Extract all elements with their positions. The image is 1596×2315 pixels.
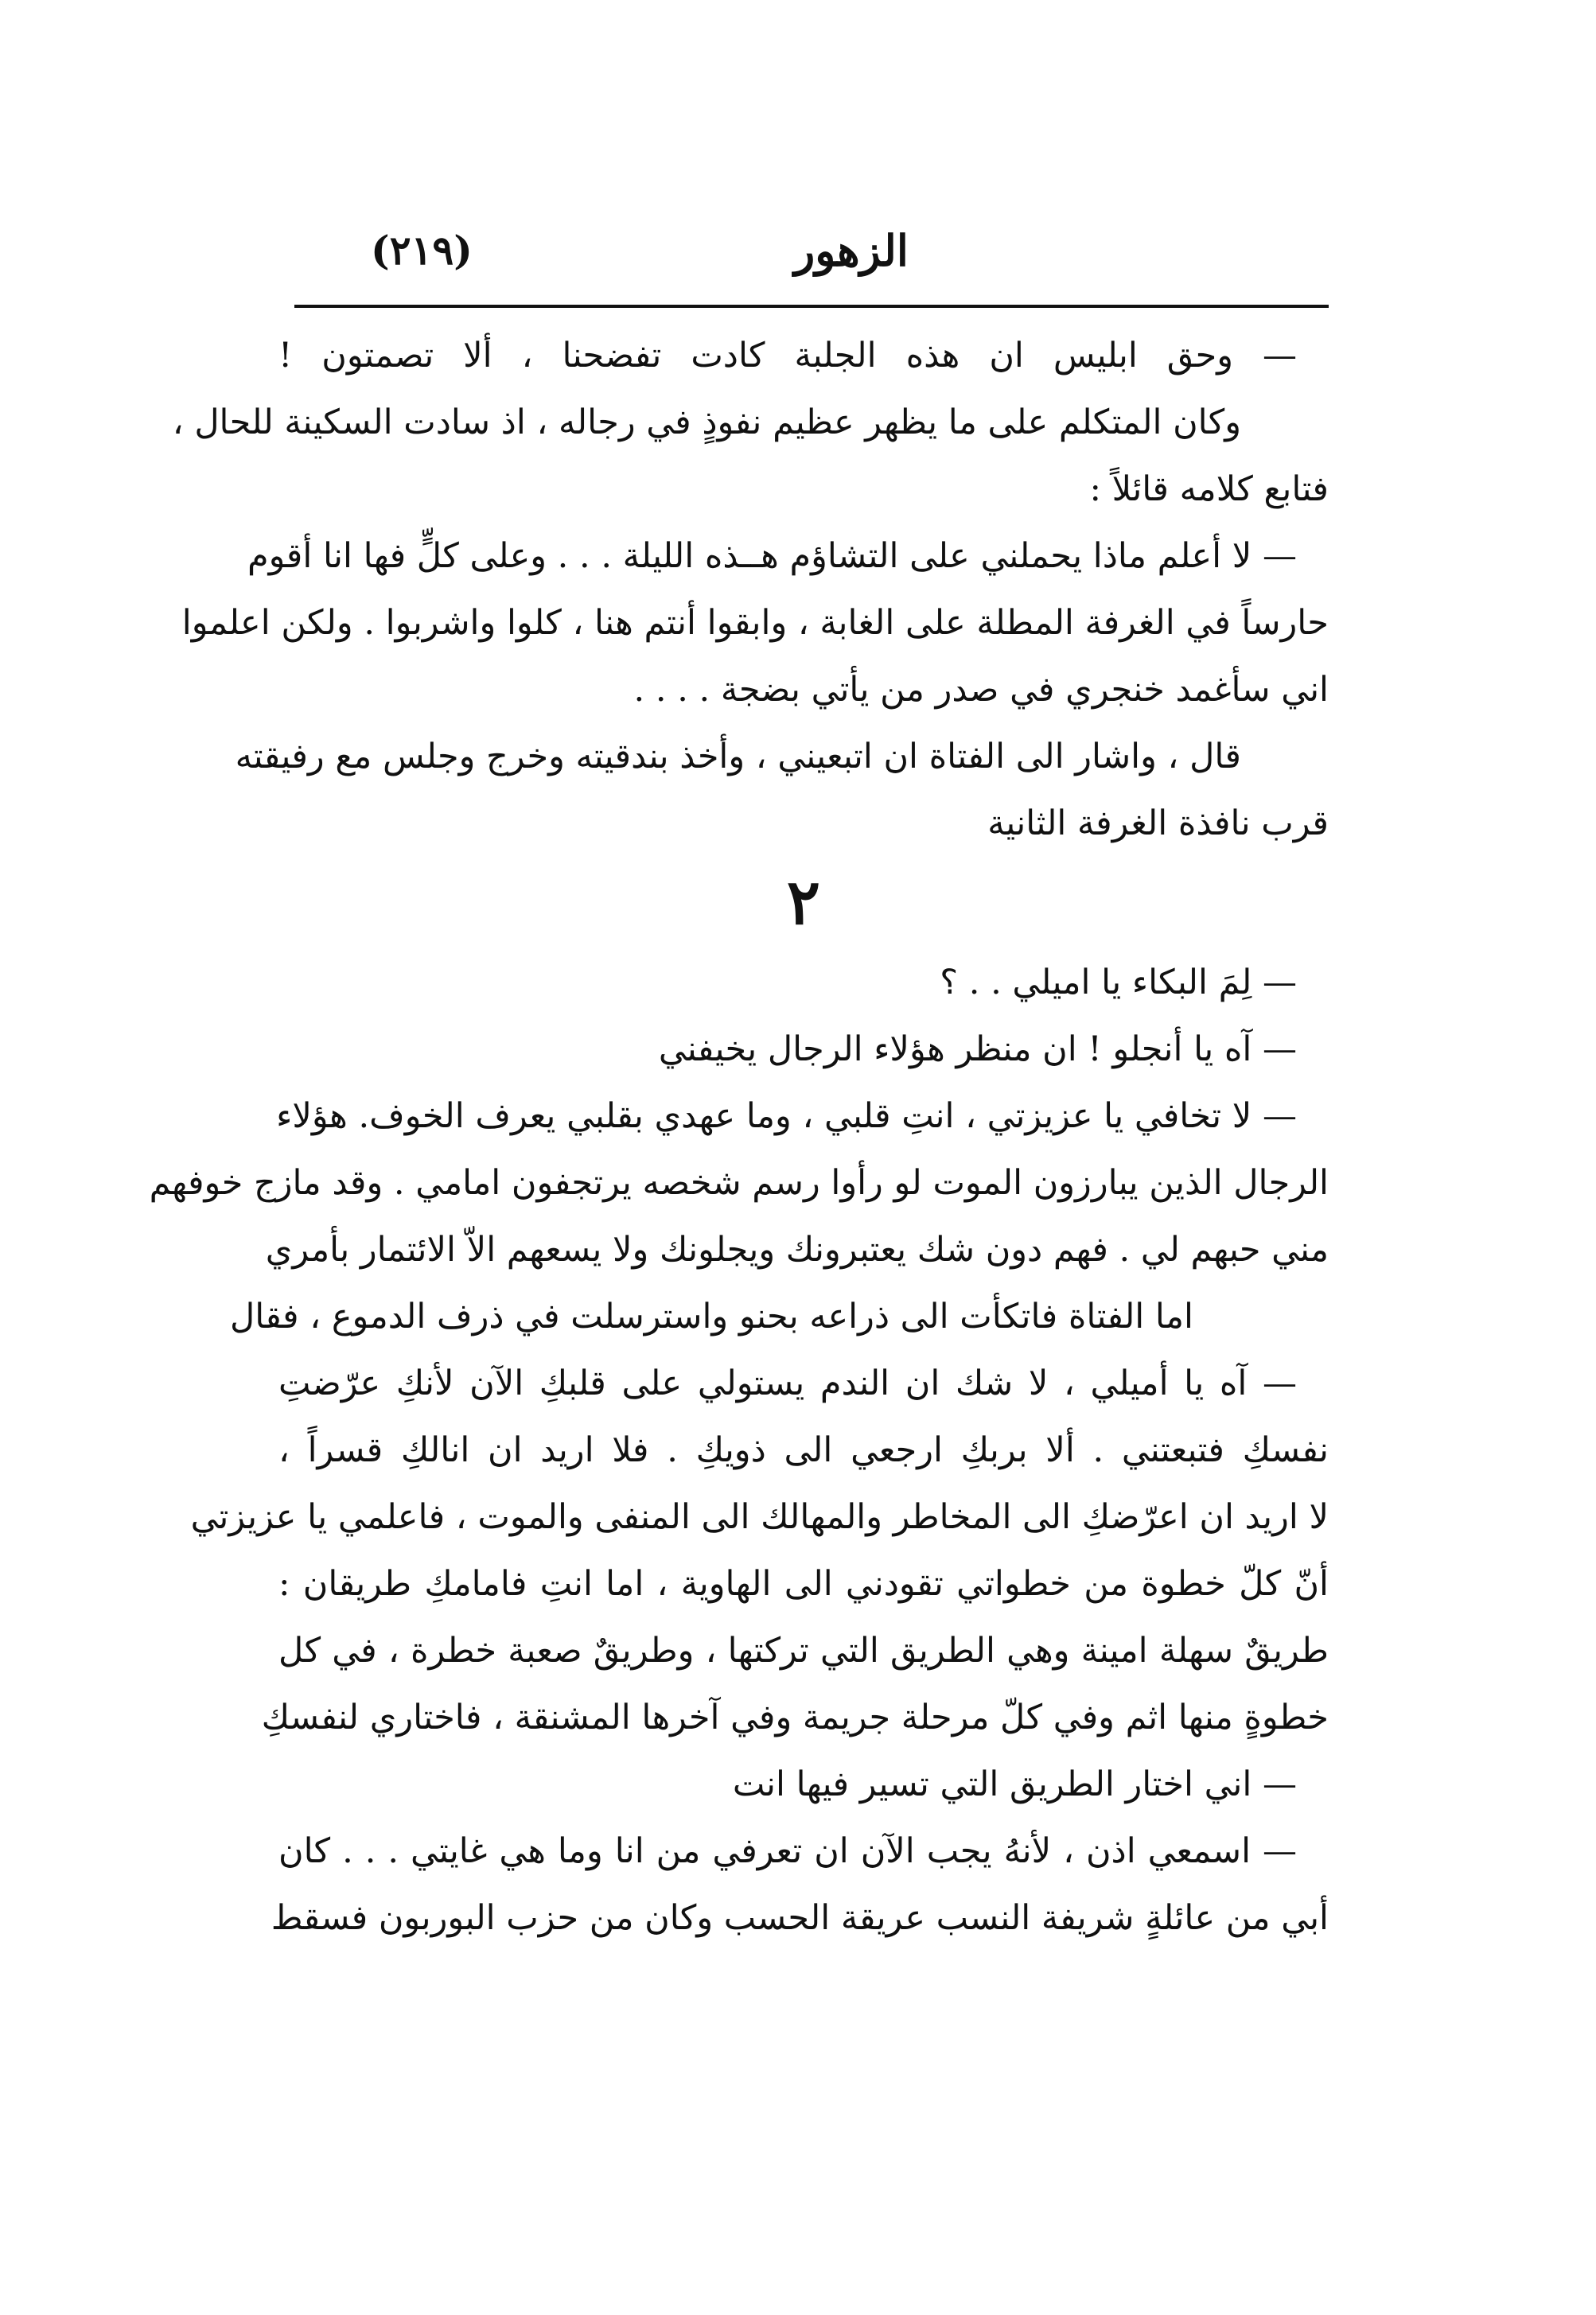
text-line: اما الفتاة فاتكأت الى ذراعه بحنو واسترسلت في ذرف الدموع ، فقال	[229, 1297, 1193, 1336]
body-text	[149, 322, 1329, 1951]
text-line: قال ، واشار الى الفتاة ان اتبعيني ، وأخذ بندقيته وخرج وجلس مع رفيقته	[235, 737, 1241, 776]
text-line: أنّ كلّ خطوة من خطواتي تقودني الى الهاوية ، اما انتِ فامامكِ طريقان :	[278, 1564, 1329, 1604]
text-line: — لا أعلم ماذا يحملني على التشاؤم هــذه الليلة . . . وعلى كلٍّ فها انا أقوم	[247, 536, 1297, 576]
text-line: أبي من عائلةٍ شريفة النسب عريقة الحسب وكان من حزب البوربون فسقط	[271, 1898, 1329, 1938]
text-line: نفسكِ فتبعتني . ألا بربكِ ارجعي الى ذويكِ . فلا اريد ان انالكِ قسراً ،	[278, 1430, 1329, 1470]
text-line: — وحق ابليس ان هذه الجلبة كادت تفضحنا ، ألا تصمتون !	[278, 336, 1297, 375]
page-header	[294, 219, 1329, 290]
text-line: — آه يا أنجلو ! ان منظر هؤلاء الرجال يخيفني	[658, 1029, 1297, 1069]
text-line: قرب نافذة الغرفة الثانية	[987, 803, 1329, 843]
text-line: — لِمَ البكاء يا اميلي . . ؟	[940, 963, 1297, 1002]
text-line: مني حبهم لي . فهم دون شك يعتبرونك ويجلونك ولا يسعهم الاّ الائتمار بأمري	[265, 1230, 1329, 1270]
text-line: الرجال الذين يبارزون الموت لو رأوا رسم شخصه يرتجفون امامي . وقد مازج خوفهم	[149, 1163, 1329, 1203]
text-line: — اسمعي اذن ، لأنهُ يجب الآن ان تعرفي من انا وما هي غايتي . . . كان	[278, 1831, 1297, 1871]
text-line: طريقٌ سهلة امينة وهي الطريق التي تركتها ، وطريقٌ صعبة خطرة ، في كل	[278, 1631, 1329, 1671]
text-line: حارساً في الغرفة المطلة على الغابة ، وابقوا أنتم هنا ، كلوا واشربوا . ولكن اعلموا	[181, 603, 1329, 643]
text-line: — لا تخافي يا عزيزتي ، انتِ قلبي ، وما عهدي بقلبي يعرف الخوف. هؤلاء	[276, 1096, 1297, 1136]
page-number: (٢١٩)	[371, 227, 473, 274]
section-number: ٢	[787, 866, 820, 939]
text-line: وكان المتكلم على ما يظهر عظيم نفوذٍ في رجاله ، اذ سادت السكينة للحال ،	[172, 403, 1241, 442]
text-line: — آه يا أميلي ، لا شك ان الندم يستولي على قلبكِ الآن لأنكِ عرّضتِ	[278, 1364, 1297, 1403]
running-title: الزهور	[794, 225, 909, 276]
text-line: خطوةٍ منها اثم وفي كلّ مرحلة جريمة وفي آخرها المشنقة ، فاختاري لنفسكِ	[261, 1698, 1329, 1737]
text-line: فتابع كلامه قائلاً :	[1089, 469, 1329, 509]
text-line: لا اريد ان اعرّضكِ الى المخاطر والمهالك الى المنفى والموت ، فاعلمي يا عزيزتي	[190, 1497, 1329, 1537]
header-rule	[294, 305, 1329, 308]
text-line: — اني اختار الطريق التي تسير فيها انت	[732, 1764, 1297, 1804]
text-line: اني سأغمد خنجري في صدر من يأتي بضجة . . . .	[633, 670, 1329, 710]
